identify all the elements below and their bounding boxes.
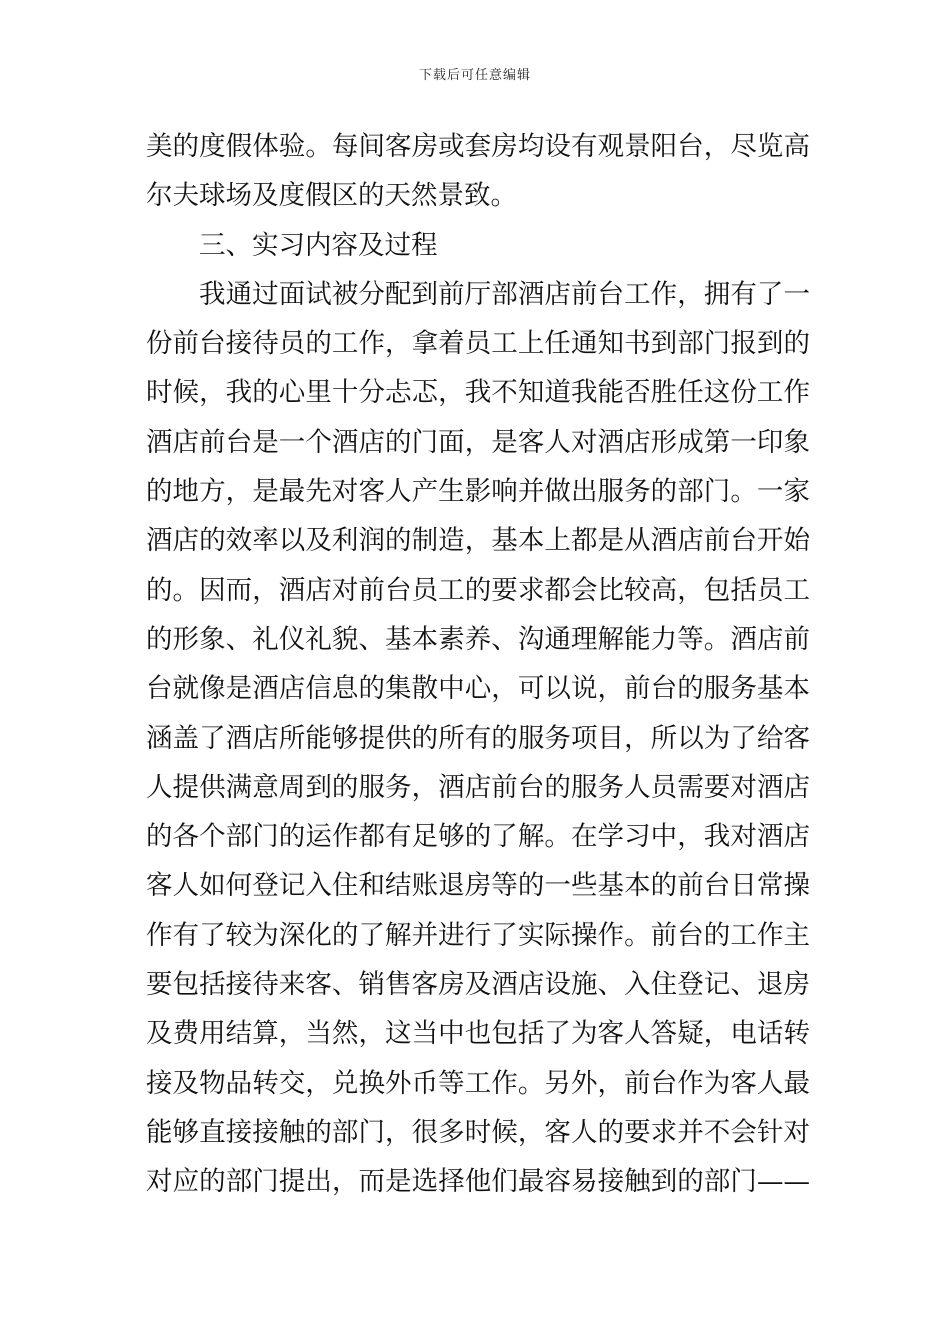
text-line: 酒店的效率以及利润的制造，基本上都是从酒店前台开始 <box>146 525 810 557</box>
text-line: 要包括接待来客、销售客房及酒店设施、入住登记、退房 <box>146 969 810 1001</box>
text-line: 的形象、礼仪礼貌、基本素养、沟通理解能力等。酒店前 <box>146 623 810 655</box>
section-heading: 三、实习内容及过程 <box>199 229 438 261</box>
text-line: 人提供满意周到的服务，酒店前台的服务人员需要对酒店 <box>146 771 810 803</box>
body-text <box>146 122 810 1207</box>
text-line: 酒店前台是一个酒店的门面，是客人对酒店形成第一印象 <box>146 426 810 458</box>
page-header: 下载后可任意编辑 <box>418 68 531 83</box>
text-line: 尔夫球场及度假区的天然景致。 <box>146 180 517 212</box>
text-line: 的。因而，酒店对前台员工的要求都会比较高，包括员工 <box>146 574 810 606</box>
text-line: 的各个部门的运作都有足够的了解。在学习中，我对酒店 <box>146 821 810 853</box>
text-line: 份前台接待员的工作，拿着员工上任通知书到部门报到的 <box>146 328 810 360</box>
text-line: 我通过面试被分配到前厅部酒店前台工作，拥有了一 <box>199 278 810 310</box>
text-line: 客人如何登记入住和结账退房等的一些基本的前台日常操 <box>146 870 810 902</box>
text-line: 时候，我的心里十分忐忑，我不知道我能否胜任这份工作 <box>146 377 810 409</box>
text-line: 的地方，是最先对客人产生影响并做出服务的部门。一家 <box>146 476 810 508</box>
text-line: 作有了较为深化的了解并进行了实际操作。前台的工作主 <box>146 919 810 951</box>
text-line: 对应的部门提出，而是选择他们最容易接触到的部门—— <box>146 1166 810 1198</box>
text-line: 能够直接接触的部门，很多时候，客人的要求并不会针对 <box>146 1116 810 1148</box>
text-line: 接及物品转交，兑换外币等工作。另外，前台作为客人最 <box>146 1067 810 1099</box>
text-line: 美的度假体验。每间客房或套房均设有观景阳台，尽览高 <box>146 131 810 162</box>
text-line: 台就像是酒店信息的集散中心，可以说，前台的服务基本 <box>146 673 810 705</box>
text-line: 涵盖了酒店所能够提供的所有的服务项目，所以为了给客 <box>146 722 810 754</box>
text-line: 及费用结算，当然，这当中也包括了为客人答疑，电话转 <box>146 1018 810 1050</box>
